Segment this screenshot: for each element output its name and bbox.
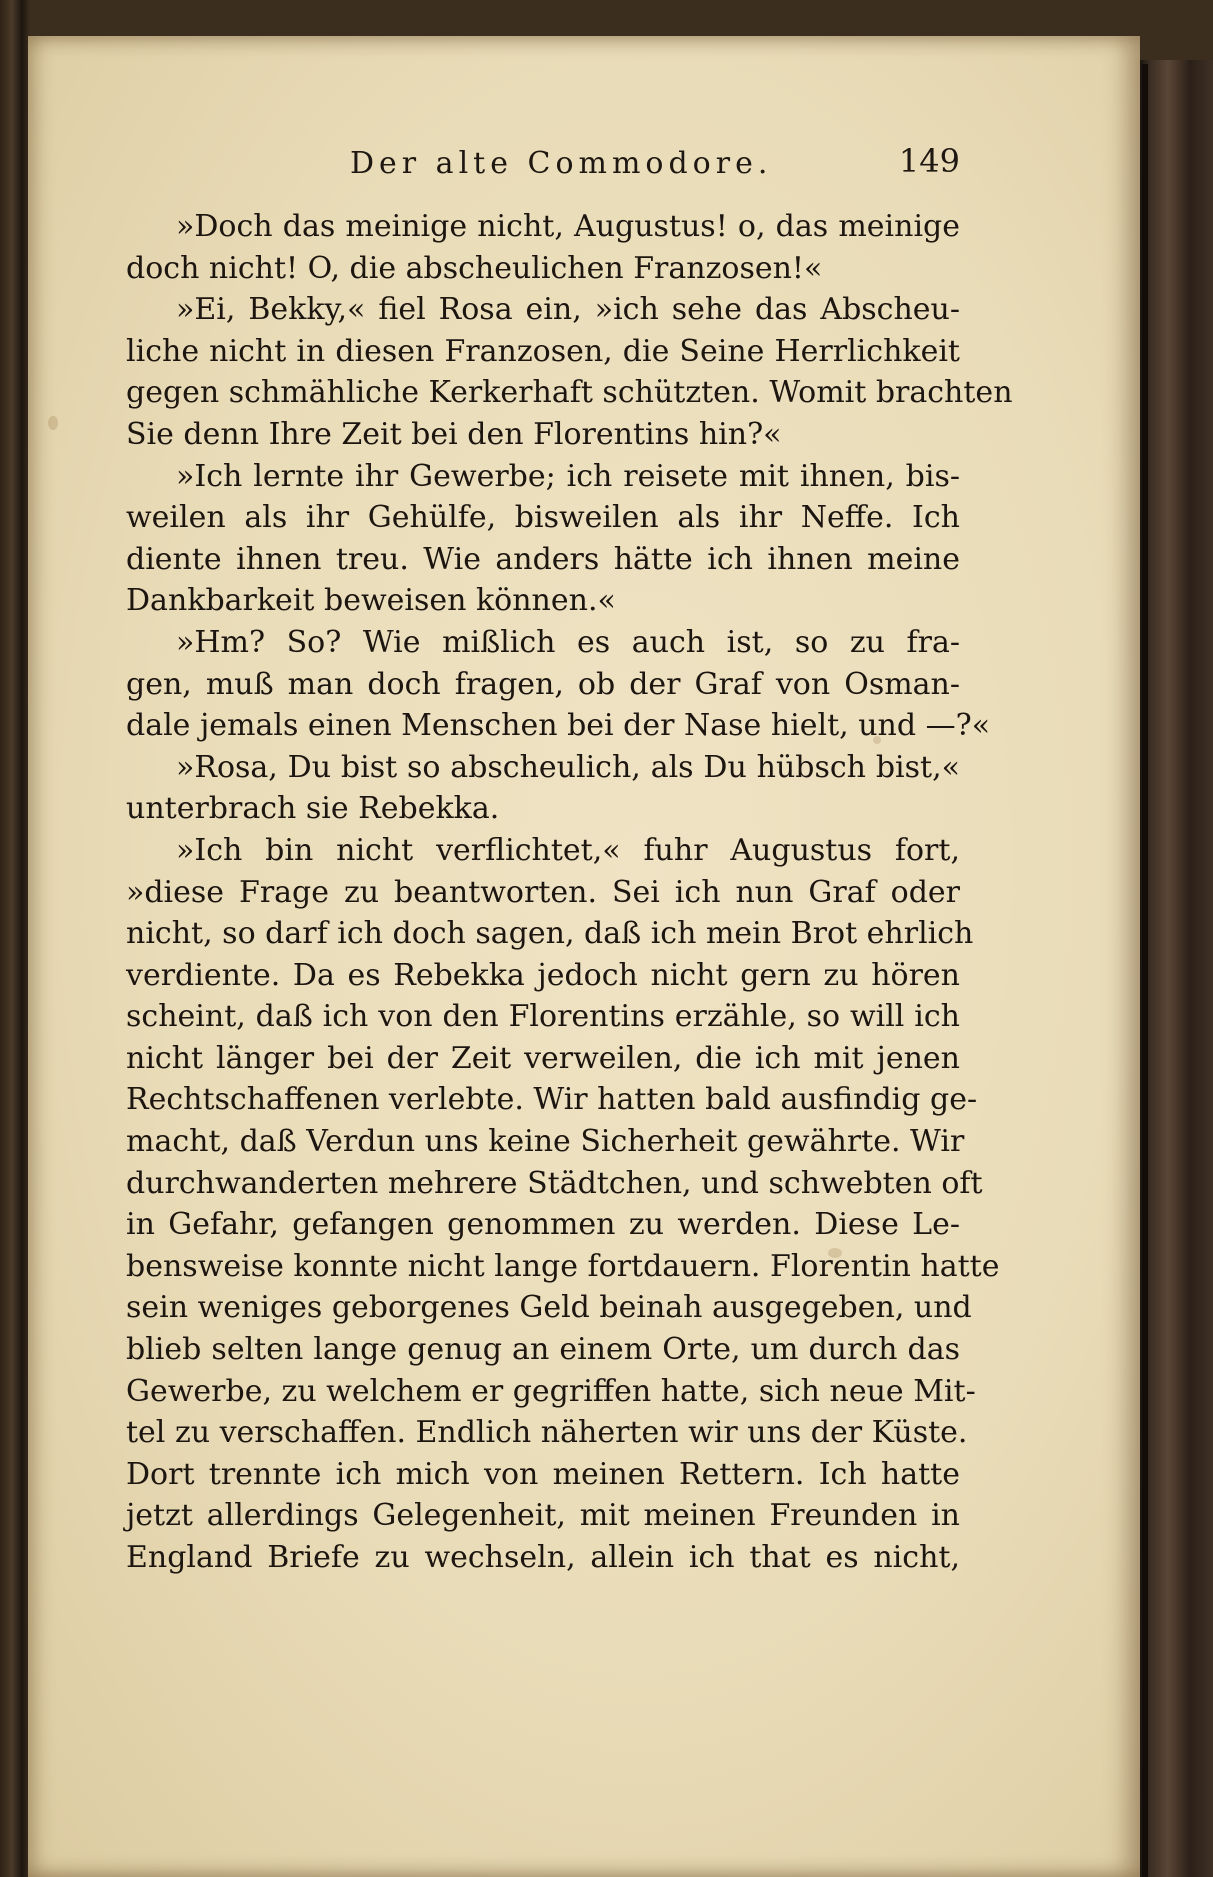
page-edge-shadow: [1142, 64, 1148, 1877]
text-line: verdiente. Da es Rebekka jedoch nicht gern zu hören: [126, 957, 960, 993]
text-line: »diese Frage zu beantworten. Sei ich nun Graf oder: [126, 874, 960, 910]
text-line: gen, muß man doch fragen, ob der Graf von Osman-: [126, 666, 960, 702]
text-line: Rechtschaffenen verlebte. Wir hatten bald ausfindig ge-: [126, 1082, 978, 1118]
text-line: England Briefe zu wechseln, allein ich that es nicht,: [126, 1540, 960, 1575]
text-line: gegen schmähliche Kerkerhaft schützten. Womit brachten: [126, 375, 1013, 411]
text-line: diente ihnen treu. Wie anders hätte ich ihnen meine: [126, 541, 960, 577]
text-line: »Ich lernte ihr Gewerbe; ich reisete mit ihnen, bis-: [176, 458, 960, 494]
text-line: »Ei, Bekky,« fiel Rosa ein, »ich sehe das Abscheu-: [176, 292, 960, 328]
text-line: weilen als ihr Gehülfe, bisweilen als ihr Neffe. Ich: [126, 500, 960, 536]
text-line: in Gefahr, gefangen genommen zu werden. Diese Le-: [126, 1207, 960, 1243]
running-head: Der alte Commodore.: [350, 146, 773, 181]
text-line: durchwanderten mehrere Städtchen, und schwebten oft: [126, 1165, 983, 1201]
text-line: unterbrach sie Rebekka.: [126, 791, 500, 827]
body-text: [126, 206, 1013, 1579]
text-line: liche nicht in diesen Franzosen, die Seine Herrlichkeit: [126, 333, 960, 369]
text-line: jetzt allerdings Gelegenheit, mit meinen Freunden in: [126, 1498, 960, 1534]
text-line: nicht länger bei der Zeit verweilen, die ich mit jenen: [126, 1040, 960, 1076]
page-header: [128, 142, 960, 190]
text-line: »Doch das meinige nicht, Augustus! o, das meinige: [176, 209, 960, 244]
text-line: »Rosa, Du bist so abscheulich, als Du hübsch bist,«: [176, 749, 960, 785]
text-line: Dankbarkeit beweisen können.«: [126, 583, 616, 619]
text-line: scheint, daß ich von den Florentins erzähle, so will ich: [126, 999, 960, 1035]
text-line: blieb selten lange genug an einem Orte, um durch das: [126, 1332, 960, 1368]
text-line: tel zu verschaffen. Endlich näherten wir uns der Küste.: [126, 1415, 968, 1451]
text-line: Dort trennte ich mich von meinen Rettern. Ich hatte: [126, 1456, 960, 1492]
text-line: »Ich bin nicht verflichtet,« fuhr Augustus fort,: [176, 832, 960, 868]
text-line: nicht, so darf ich doch sagen, daß ich mein Brot ehrlich: [126, 916, 974, 952]
text-line: bensweise konnte nicht lange fortdauern. Florentin hatte: [126, 1248, 1000, 1284]
text-line: sein weniges geborgenes Geld beinah ausgegeben, und: [126, 1290, 972, 1326]
text-line: Gewerbe, zu welchem er gegriffen hatte, sich neue Mit-: [126, 1373, 976, 1409]
page-number: 149: [898, 142, 960, 180]
text-line: Sie denn Ihre Zeit bei den Florentins hin?«: [126, 416, 782, 452]
book-cover-edge: [1140, 60, 1213, 1877]
text-line: »Hm? So? Wie mißlich es auch ist, so zu fra-: [176, 624, 960, 660]
text-line: doch nicht! O, die abscheulichen Franzosen!«: [126, 250, 823, 286]
text-line: dale jemals einen Menschen bei der Nase hielt, und —?«: [126, 708, 991, 744]
paper-stain: [48, 416, 58, 430]
text-line: macht, daß Verdun uns keine Sicherheit gewährte. Wir: [126, 1124, 965, 1160]
